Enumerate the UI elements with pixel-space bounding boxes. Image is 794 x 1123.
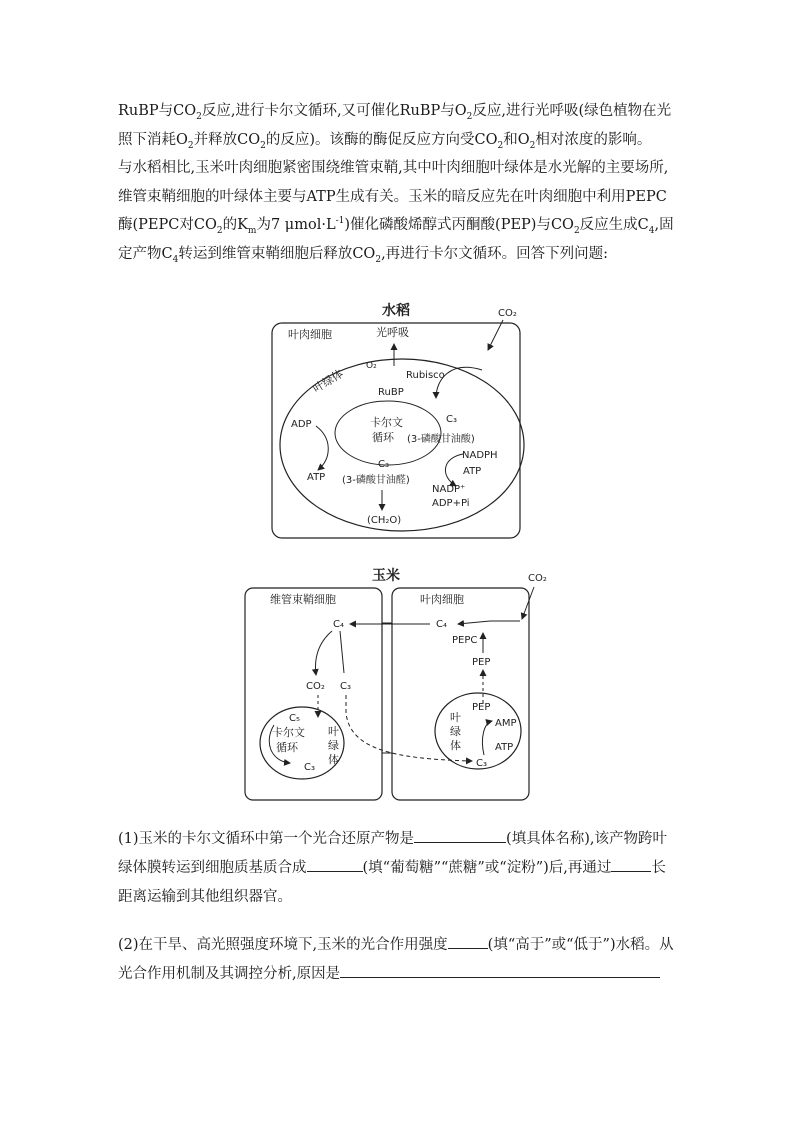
rice-ch2o-label: (CH₂O) <box>367 515 402 526</box>
rice-adp-label: ADP <box>291 419 312 430</box>
rice-c3-pga-note: (3-磷酸甘油酸) <box>407 434 475 445</box>
question-1 <box>118 825 678 912</box>
answer-blank-3[interactable] <box>611 855 651 872</box>
rice-photorespiration-label: 光呼吸 <box>376 326 409 339</box>
maize-meso-cell-label: 叶肉细胞 <box>420 593 464 606</box>
maize-pep-inner-label: PEP <box>472 702 491 713</box>
rice-c3-gap-note: (3-磷酸甘油醛) <box>342 475 410 486</box>
maize-c4-c3-link <box>340 631 344 673</box>
maize-chloro-left-char-1: 叶 <box>328 725 339 738</box>
maize-co2-inner-label: CO₂ <box>306 681 325 692</box>
maize-chloro-left-char-3: 体 <box>328 753 339 766</box>
maize-chloro-right-char-3: 体 <box>450 739 461 752</box>
rice-calvin-label-2: 循环 <box>372 431 394 444</box>
maize-bundle-cell-label: 维管束鞘细胞 <box>270 593 336 606</box>
rice-co2-label: CO₂ <box>498 308 517 319</box>
rice-adp-atp-arrow <box>316 426 328 470</box>
rice-nadph-label: NADPH <box>462 450 498 461</box>
question-1-line-1: (1)玉米的卡尔文循环中第一个光合还原产物是 (填具体名称),该产物跨叶 <box>118 825 678 854</box>
rice-cell-membrane <box>272 323 520 538</box>
maize-c3-to-pep-arrow <box>482 721 492 755</box>
maize-diagram <box>240 563 560 805</box>
maize-c4-right-label: C₄ <box>436 619 447 630</box>
maize-amp-label: AMP <box>495 718 517 729</box>
rice-title: 水稻 <box>382 303 410 319</box>
rice-c3-gap-label: C₃ <box>378 459 389 470</box>
question-2-line-2: 光合作用机制及其调控分析,原因是 <box>118 960 678 989</box>
maize-c4-decarbox-arrow <box>316 631 332 675</box>
maize-calvin-label-1: 卡尔文 <box>272 726 305 739</box>
maize-co2-to-c4-arrow <box>458 621 520 624</box>
rice-rubisco-label: Rubisco <box>406 370 445 381</box>
maize-chloro-left-char-2: 绿 <box>328 739 339 752</box>
answer-blank-5[interactable] <box>340 961 660 978</box>
rice-calvin-label-1: 卡尔文 <box>370 416 403 429</box>
rice-co2-arrow <box>488 320 503 350</box>
maize-co2-label: CO₂ <box>528 573 547 584</box>
maize-c3-bottom-label: C₃ <box>304 762 315 773</box>
rice-o2-label: O₂ <box>366 361 377 371</box>
answer-blank-1[interactable] <box>414 826 506 843</box>
question-1-line-3: 距离运输到其他组织器官。 <box>118 889 292 905</box>
maize-plasmodesma-channel <box>382 623 392 753</box>
intro-line-2: 照下消耗$O_2$并释放$CO_2$的反应)。该酶的酶促反应方向受$CO_2$和$O_2$相对浓度的影响。 <box>118 131 652 151</box>
rice-nadph-arrow <box>445 454 463 486</box>
question-1-line-2: 绿体膜转运到细胞质基质合成 (填“葡萄糖”“蔗糖”或“淀粉”)后,再通过 长 <box>118 854 678 883</box>
maize-c3-right-label: C₃ <box>476 758 487 769</box>
intro-line-6: 定产物$C_4$转运到维管束鞘细胞后释放$CO_2$,再进行卡尔文循环。回答下列问题: <box>118 245 609 265</box>
maize-c4-left-label: C₄ <box>333 619 344 630</box>
rice-atp-label: ATP <box>307 472 326 483</box>
intro-line-1: RuBP与$CO_2$反应,进行卡尔文循环,又可催化RuBP与$O_2$反应,进行光呼吸(绿色植物在光 <box>118 103 672 122</box>
maize-calvin-label-2: 循环 <box>276 741 298 754</box>
maize-title: 玉米 <box>372 568 400 584</box>
maize-c5-label: C₅ <box>289 713 300 724</box>
maize-chloro-right-char-1: 叶 <box>450 711 461 724</box>
maize-pep-label: PEP <box>472 657 491 668</box>
maize-mesophyll-cell <box>392 588 529 800</box>
rice-cell-label: 叶肉细胞 <box>288 328 332 341</box>
answer-blank-2[interactable] <box>307 855 363 872</box>
rice-rubp-label: RuBP <box>378 387 404 398</box>
question-2 <box>118 931 678 989</box>
maize-chloro-right-char-2: 绿 <box>450 725 461 738</box>
rice-chloroplast-label: 叶绿体 <box>310 367 346 396</box>
rice-c3-pga-label: C₃ <box>446 414 457 425</box>
rice-atp2-label: ATP <box>463 466 482 477</box>
question-2-line-1: (2)在干旱、高光照强度环境下,玉米的光合作用强度 (填“高于”或“低于”)水稻。从 <box>118 931 678 960</box>
maize-c3-top-label: C₃ <box>340 681 351 692</box>
rice-diagram <box>260 298 540 543</box>
intro-line-3: 与水稻相比,玉米叶肉细胞紧密围绕维管束鞘,其中叶肉细胞叶绿体是水光解的主要场所, <box>118 160 669 176</box>
maize-pepc-label: PEPC <box>452 635 478 646</box>
maize-atp-label: ATP <box>495 742 514 753</box>
answer-blank-4[interactable] <box>448 932 488 949</box>
intro-paragraph <box>118 97 678 268</box>
intro-line-5: 酶(PEPC对$CO_2$的$K_m$为7 $\mu mol\cdot L^{-1}$)催化磷酸烯醇式丙酮酸(PEP)与$CO_2$反应生成$C_4$,固 <box>118 216 674 236</box>
intro-line-4: 维管束鞘细胞的叶绿体主要与ATP生成有关。玉米的暗反应先在叶肉细胞中利用PEPC <box>118 188 667 205</box>
rice-nadp-label: NADP⁺ <box>432 484 466 495</box>
rice-adppi-label: ADP+Pi <box>432 498 470 509</box>
